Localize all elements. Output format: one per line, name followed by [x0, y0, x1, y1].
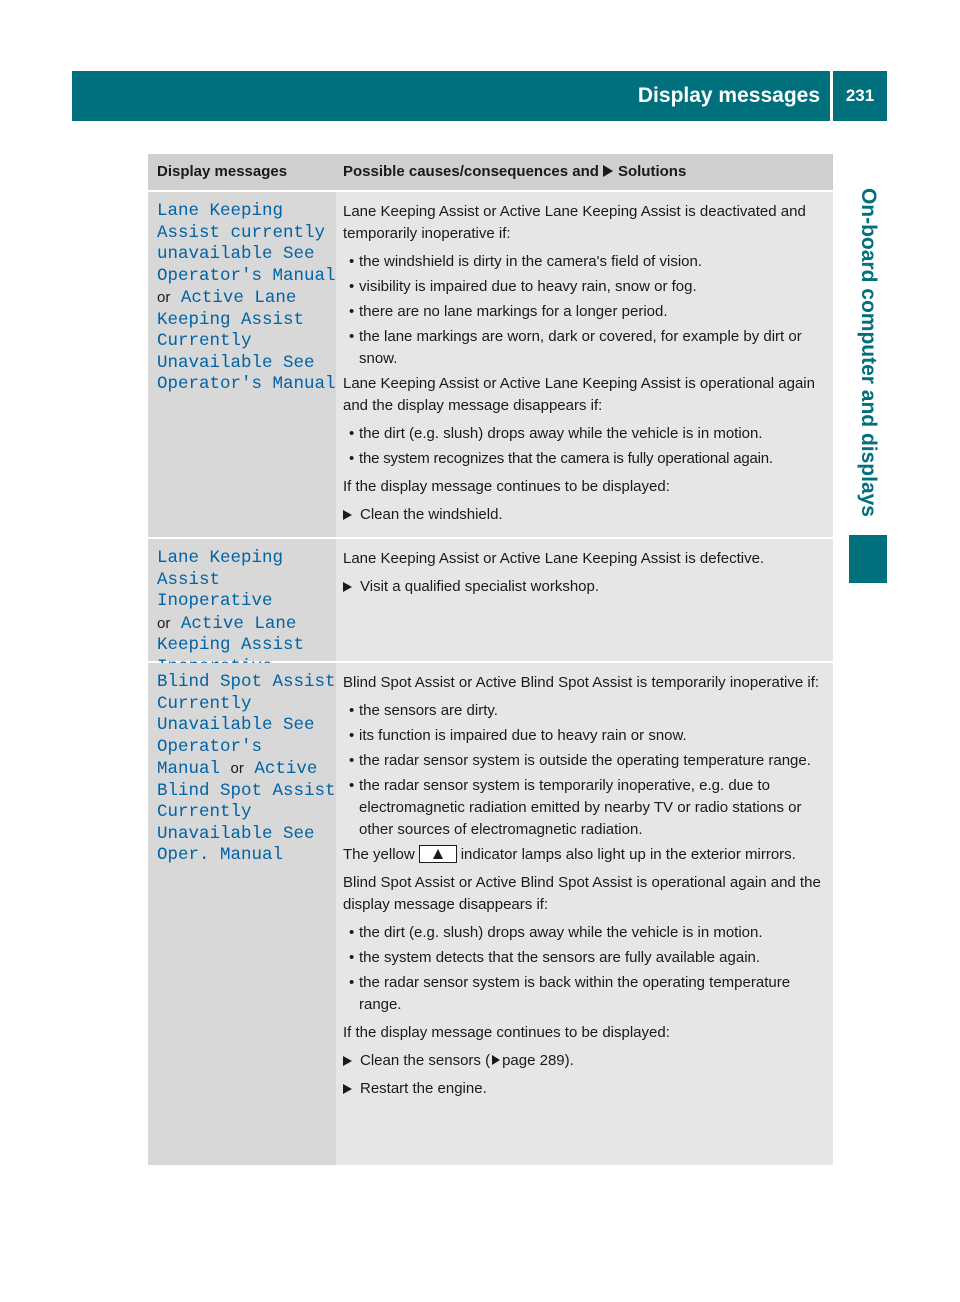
solution-step: [343, 1050, 827, 1072]
cause-paragraph: If the display message continues to be displayed:: [343, 478, 670, 495]
page-reference-icon: [492, 1055, 500, 1065]
step-text: Visit a qualified specialist workshop.: [360, 578, 600, 595]
display-message-text: Lane Keeping Assist Inoperative: [157, 548, 284, 611]
warning-lamp-icon: [419, 845, 457, 863]
display-message-text: Lane Keeping Assist currently unavailable See Operator's Manual: [157, 201, 336, 286]
display-message-text: Active Lane Keeping Assist: [157, 613, 305, 655]
cause-paragraph: Lane Keeping Assist or Active Lane Keeping Assist is operational again and the display message disappears if:: [343, 375, 815, 414]
step-arrow-icon: [343, 510, 352, 520]
col-header-messages: Display messages: [157, 163, 288, 180]
step-arrow-icon: [343, 1084, 352, 1094]
page-header: [72, 71, 887, 121]
list-item: • the windshield is dirty in the camera's field of vision.: [343, 251, 827, 273]
solution-step: [343, 504, 827, 526]
step-text: Clean the sensors (: [360, 1052, 491, 1069]
page-reference-link[interactable]: page 289).: [502, 1052, 574, 1069]
chapter-tab-marker: [849, 535, 887, 583]
col-header-causes-text: Possible causes/consequences and: [343, 163, 599, 180]
lamp-text-before: The yellow: [343, 846, 415, 863]
cause-paragraph: Lane Keeping Assist or Active Lane Keeping Assist is defective.: [343, 550, 765, 567]
chapter-side-tab: [849, 122, 887, 583]
step-text: Restart the engine.: [360, 1080, 487, 1097]
col-header-solutions-text: Solutions: [617, 163, 687, 180]
causes-cell: [336, 192, 833, 537]
solution-step: [343, 576, 827, 598]
page-number: 231: [845, 86, 875, 105]
list-item: • the radar sensor system is back within the operating temperature range.: [343, 972, 827, 1016]
cause-paragraph: Lane Keeping Assist or Active Lane Keeping Assist is deactivated and temporarily inoperative if:: [343, 203, 806, 242]
display-message-text: Active Lane Keeping Assist Currently Unavailable See Operator's Manual: [157, 288, 336, 394]
section-title: Display messages: [637, 84, 820, 107]
display-message-text: Blind Spot Assist Currently Unavailable See Operator's Manual: [157, 672, 336, 779]
list-item: • the system recognizes that the camera is fully operational again.: [343, 448, 827, 470]
causes-cell: [336, 539, 833, 661]
display-message-text: Active Blind Spot Assist Currently Unavailable See Oper. Manual: [157, 759, 336, 865]
lamp-text-after: indicator lamps also light up in the exterior mirrors.: [460, 846, 796, 863]
cause-paragraph: Blind Spot Assist or Active Blind Spot Assist is temporarily inoperative if:: [343, 674, 820, 691]
table-row: [148, 192, 833, 537]
step-text: Clean the windshield.: [360, 506, 503, 523]
or-connector: or: [230, 760, 244, 777]
display-messages-table: [148, 154, 833, 1165]
causes-cell: [336, 663, 833, 1165]
cause-paragraph: Blind Spot Assist or Active Blind Spot Assist is operational again and the display message disappears if:: [343, 874, 821, 913]
list-item: • the lane markings are worn, dark or covered, for example by dirt or snow.: [343, 326, 827, 370]
chapter-label: On-board computer and displays: [857, 187, 880, 517]
list-item: • the system detects that the sensors are fully available again.: [343, 947, 827, 969]
list-item: • the radar sensor system is temporarily inoperative, e.g. due to electromagnetic radiation emitted by nearby TV or radio stations or other sources of electromagnetic radiation.: [343, 775, 827, 841]
step-arrow-icon: [343, 582, 352, 592]
or-connector: or: [157, 289, 171, 306]
list-item: • its function is impaired due to heavy rain or snow.: [343, 725, 827, 747]
col-header-causes: [336, 154, 833, 190]
solution-arrow-icon: [603, 165, 613, 177]
list-item: • the dirt (e.g. slush) drops away while the vehicle is in motion.: [343, 922, 827, 944]
list-item: • the dirt (e.g. slush) drops away while the vehicle is in motion.: [343, 423, 827, 445]
lamp-paragraph: [343, 844, 827, 866]
table-row: [148, 539, 833, 661]
display-message-cell: [148, 539, 336, 661]
list-item: • the sensors are dirty.: [343, 700, 827, 722]
table-header-row: [148, 154, 833, 190]
display-message-cell: [148, 663, 336, 1165]
table-row: [148, 663, 833, 1165]
list-item: • the radar sensor system is outside the operating temperature range.: [343, 750, 827, 772]
solution-step: [343, 1078, 827, 1100]
or-connector: or: [157, 614, 171, 632]
list-item: • visibility is impaired due to heavy rain, snow or fog.: [343, 276, 827, 298]
list-item: • there are no lane markings for a longer period.: [343, 301, 827, 323]
step-arrow-icon: [343, 1056, 352, 1066]
cause-paragraph: If the display message continues to be displayed:: [343, 1024, 670, 1041]
display-message-cell: [148, 192, 336, 537]
